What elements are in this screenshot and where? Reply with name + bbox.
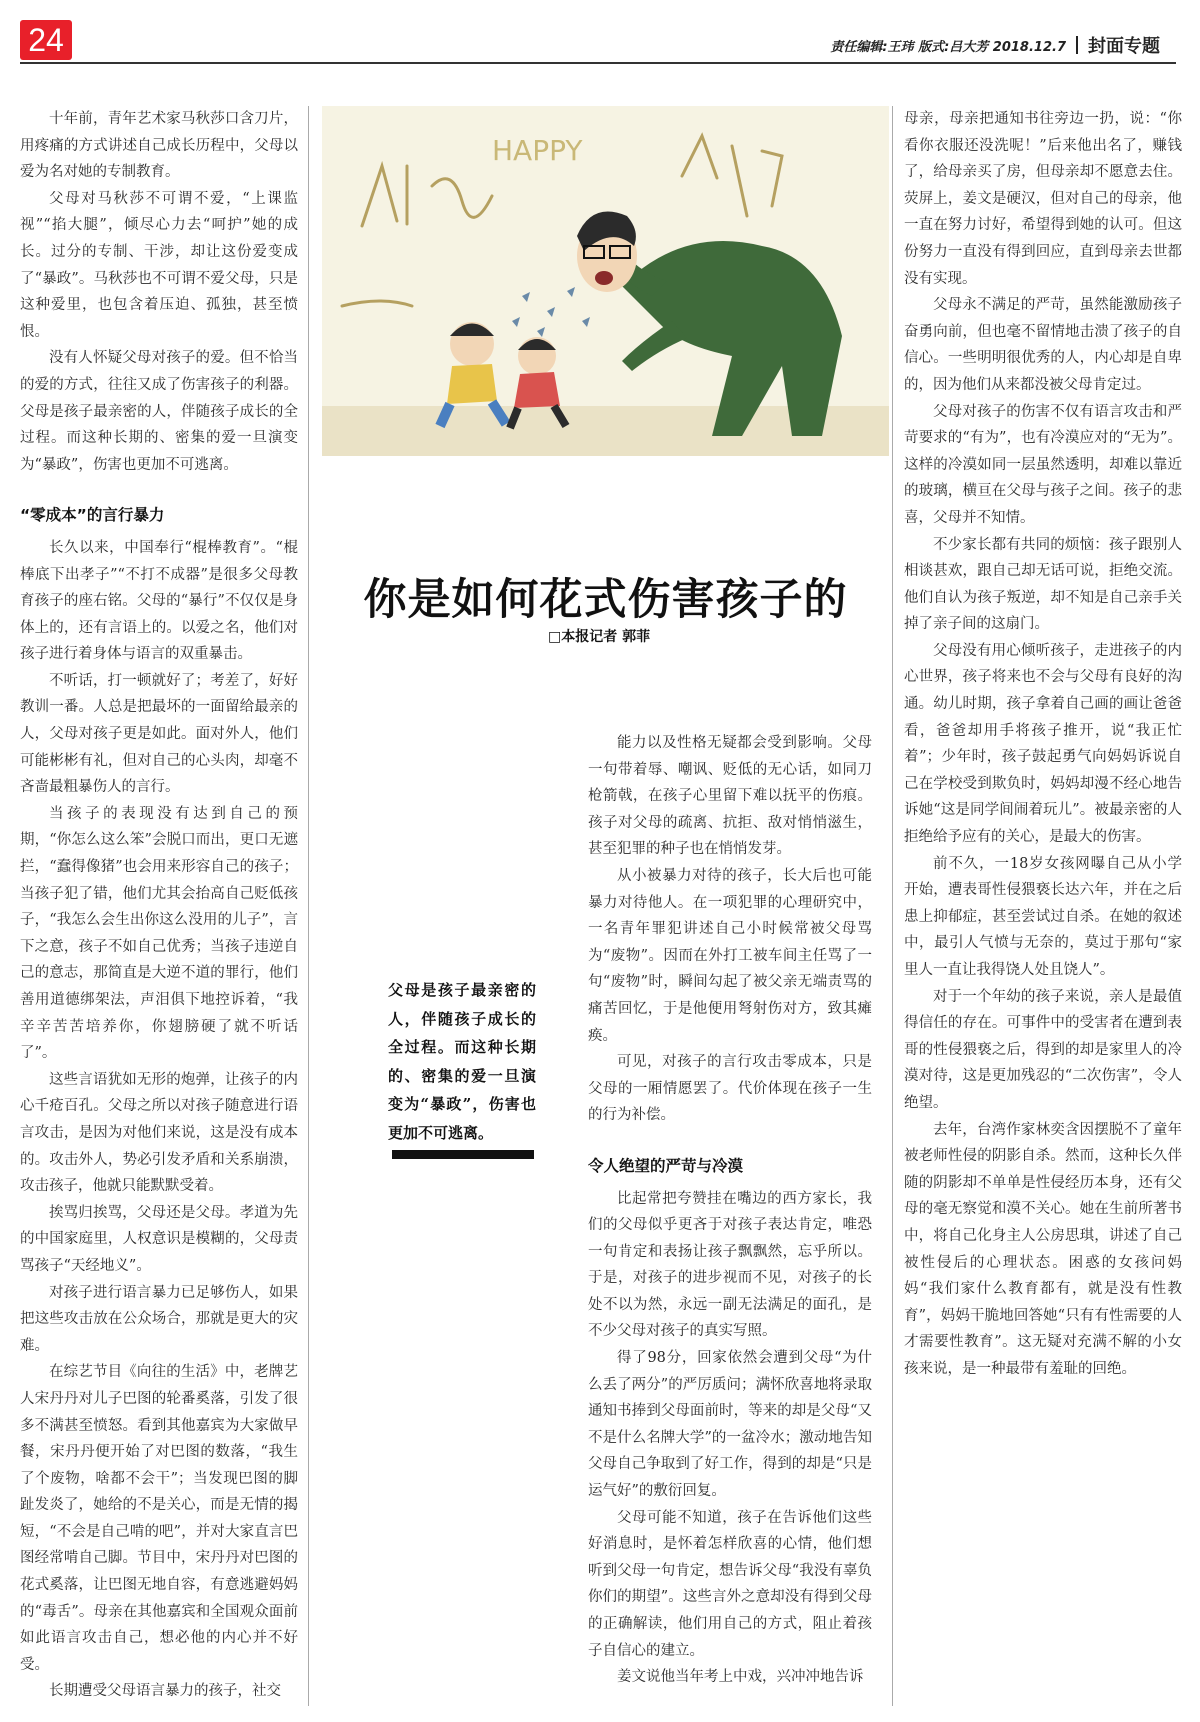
- article-headline: 你是如何花式伤害孩子的: [363, 575, 848, 625]
- paragraph: 没有人怀疑父母对孩子的爱。但不恰当的爱的方式，往往又成了伤害孩子的利器。父母是孩子最亲密的人，伴随孩子成长的全过程。而这种长期的、密集的爱一旦演变为“暴政”，伤害也更加不可逃离。: [20, 350, 298, 473]
- section-title: 封面专题: [1088, 36, 1160, 57]
- paragraph: 父母对马秋莎不可谓不爱，“上课监视”“掐大腿”，倾尽心力去“呵护”她的成长。过分的专制、干涉，却让这份爱变成了“暴政”。马秋莎也不可谓不爱父母，只是这种爱里，也包含着压迫、孤独，甚至愤恨。: [20, 190, 298, 340]
- paragraph: 长期遭受父母语言暴力的孩子，社交: [49, 1683, 281, 1700]
- paragraph: 去年，台湾作家林奕含因摆脱不了童年被老师性侵的阴影自杀。然而，这种长久伴随的阴影却不单单是性侵经历本身，还有父母的毫无察觉和漠不关心。她在生前所著书中，将自己化身主人公房思琪，讲述了自己被性侵后的心理状态。困惑的女孩问妈妈“我们家什么教育都有，就是没有性教育”，妈妈干脆地回答她“只有有性需要的人才需要性教育”。这无疑对充满不解的小女孩来说，是一种最带有羞耻的回绝。: [904, 1121, 1182, 1377]
- article-illustration: [322, 106, 889, 456]
- paragraph: 不听话，打一顿就好了；考差了，好好教训一番。人总是把最坏的一面留给最亲的人，父母对孩子更是如此。面对外人，他们可能彬彬有礼，但对自己的心头肉，却毫不吝啬最粗暴伤人的言行。: [20, 672, 298, 796]
- paragraph: 前不久，一18岁女孩网曝自己从小学开始，遭表哥性侵猥亵长达六年，并在之后患上抑郁症，甚至尝试过自杀。在她的叙述中，最引人气愤与无奈的，莫过于那句“家里人一直让我得饶人处且饶人”。: [904, 855, 1182, 978]
- header-separator: [1076, 36, 1078, 54]
- paragraph: 十年前，青年艺术家马秋莎口含刀片，用疼痛的方式讲述自己成长历程中，父母以爱为名对她的专制教育。: [20, 111, 298, 181]
- paragraph: 这些言语犹如无形的炮弹，让孩子的内心千疮百孔。父母之所以对孩子随意进行语言攻击，是因为对他们来说，这是没有成本的。攻击外人，势必引发矛盾和关系崩溃，攻击孩子，他就只能默默受着。: [20, 1071, 298, 1195]
- subheading-strict-cold: 令人绝望的严苛与冷漠: [588, 1156, 744, 1175]
- paragraph: 母亲，母亲把通知书往旁边一扔，说：“你看你衣服还没洗呢！”后来他出名了，赚钱了，给母亲买了房，但母亲却不愿意去住。荧屏上，姜文是硬汉，但对自己的母亲，他一直在努力讨好，希望得到她的认可。但这份努力一直没有得到回应，直到母亲去世都没有实现。: [904, 111, 1182, 287]
- paragraph: 长久以来，中国奉行“棍棒教育”。“棍棒底下出孝子”“不打不成器”是很多父母教育孩子的座右铭。父母的“暴行”不仅仅是身体上的，还有言语上的。以爱之名，他们对孩子进行着身体与语言的双重暴击。: [20, 539, 298, 663]
- paragraph: 不少家长都有共同的烦恼：孩子跟别人相谈甚欢，跟自己却无话可说，拒绝交流。他们自认为孩子叛逆，却不知是自己亲手关掉了亲子间的这扇门。: [904, 536, 1182, 633]
- pull-quote: 父母是孩子最亲密的人，伴随孩子成长的全过程。而这种长期的、密集的爱一旦演变为“暴政”，伤害也更加不可逃离。: [388, 981, 536, 1142]
- subheading-zero-cost: “零成本”的言行暴力: [20, 506, 165, 525]
- article-column-1: [20, 106, 298, 1706]
- paragraph: 当孩子的表现没有达到自己的预期，“你怎么这么笨”会脱口而出，更口无遮拦，“蠢得像猪”也会用来形容自己的孩子；当孩子犯了错，他们尤其会抬高自己贬低孩子，“我怎么会生出你这么没用的儿子”，言下之意，孩子不如自己优秀；当孩子违逆自己的意志，那简直是大逆不道的罪行，他们善用道德绑架法，声泪俱下地控诉着，“我辛辛苦苦培养你，你翅膀硬了就不听话了”。: [20, 805, 298, 1062]
- page-number-badge: 24: [20, 20, 72, 60]
- paragraph: 比起常把夸赞挂在嘴边的西方家长，我们的父母似乎更吝于对孩子表达肯定，唯恐一句肯定和表扬让孩子飘飘然，忘乎所以。于是，对孩子的进步视而不见，对孩子的长处不以为然，永远一副无法满足的面孔，是不少父母对孩子的真实写照。: [588, 1190, 872, 1340]
- article-byline: □本报记者 郭菲: [548, 629, 651, 645]
- header-meta: [830, 32, 1160, 58]
- paragraph: 姜文说他当年考上中戏，兴冲冲地告诉: [617, 1669, 864, 1686]
- paragraph: 对于一个年幼的孩子来说，亲人是最值得信任的存在。可事件中的受害者在遭到表哥的性侵猥亵之后，得到的却是家里人的冷漠对待，这是更加残忍的“二次伤害”，令人绝望。: [904, 988, 1182, 1111]
- paragraph: 父母可能不知道，孩子在告诉他们这些好消息时，是怀着怎样欣喜的心情，他们想听到父母一句肯定，想告诉父母“我没有辜负你们的期望”。这些言外之意却没有得到父母的正确解读，他们用自己的方式，阻止着孩子自信心的建立。: [588, 1509, 872, 1659]
- paragraph: 得了98分，回家依然会遭到父母“为什么丢了两分”的严厉质问；满怀欣喜地将录取通知书捧到父母面前时，等来的却是父母“又不是什么名牌大学”的一盆冷水；激动地告知父母自己争取到了好工作，得到的却是“只是运气好”的敷衍回复。: [588, 1350, 872, 1500]
- wall-scribble-text: HAPPY: [492, 134, 583, 167]
- parent-scolding-children-illustration: [322, 106, 889, 456]
- paragraph: 从小被暴力对待的孩子，长大后也可能暴力对待他人。在一项犯罪的心理研究中，一名青年罪犯讲述自己小时候常被父母骂为“废物”。因而在外打工被车间主任骂了一句“废物”时，瞬间勾起了被父亲无端责骂的痛苦回忆，于是他便用弩射伤对方，致其瘫痪。: [588, 867, 872, 1044]
- paragraph: 父母永不满足的严苛，虽然能激励孩子奋勇向前，但也毫不留情地击溃了孩子的自信心。一些明明很优秀的人，内心却是自卑的，因为他们从来都没被父母肯定过。: [904, 297, 1182, 393]
- paragraph: 父母对孩子的伤害不仅有语言攻击和严苛要求的“有为”，也有冷漠应对的“无为”。这样的冷漠如同一层虽然透明，却难以靠近的玻璃，横亘在父母与孩子之间。孩子的悲喜，父母并不知情。: [904, 403, 1182, 526]
- paragraph: 能力以及性格无疑都会受到影响。父母一句带着辱、嘲讽、贬低的无心话，如同刀枪箭戟，在孩子心里留下难以抚平的伤痕。孩子对父母的疏离、抗拒、敌对悄悄滋生，甚至犯罪的种子也在悄悄发芽。: [588, 735, 872, 858]
- editor-credits: 责任编辑:王玮 版式:吕大芳 2018.12.7: [830, 39, 1066, 55]
- article-column-3: [588, 730, 872, 1710]
- article-column-4: [904, 106, 1182, 1706]
- pull-quote-bar: [392, 1150, 534, 1159]
- paragraph: 可见，对孩子的言行攻击零成本，只是父母的一厢情愿罢了。代价体现在孩子一生的行为补偿。: [588, 1054, 872, 1124]
- header-rule: [20, 62, 1176, 64]
- column-rule-right: [892, 106, 893, 1706]
- paragraph: 父母没有用心倾听孩子，走进孩子的内心世界，孩子将来也不会与父母有良好的沟通。幼儿时期，孩子拿着自己画的画让爸爸看，爸爸却用手将孩子推开，说“我正忙着”；少年时，孩子鼓起勇气向妈妈诉说自己在学校受到欺负时，妈妈却漫不经心地告诉她“这是同学间闹着玩儿”。被最亲密的人拒绝给予应有的关心，是最大的伤害。: [904, 642, 1182, 846]
- paragraph: 对孩子进行语言暴力已足够伤人，如果把这些攻击放在公众场合，那就是更大的灾难。: [20, 1284, 298, 1354]
- paragraph: 挨骂归挨骂，父母还是父母。孝道为先的中国家庭里，人权意识是模糊的，父母责骂孩子“天经地义”。: [20, 1204, 298, 1274]
- paragraph: 在综艺节目《向往的生活》中，老牌艺人宋丹丹对儿子巴图的轮番奚落，引发了很多不满甚至愤怒。看到其他嘉宾为大家做早餐，宋丹丹便开始了对巴图的数落，“我生了个废物，啥都不会干”；当发现巴图的脚趾发炎了，她给的不是关心，而是无情的揭短，“不会是自己啃的吧”，并对大家直言巴图经常啃自己脚。节目中，宋丹丹对巴图的花式奚落，让巴图无地自容，有意逃避妈妈的“毒舌”。母亲在其他嘉宾和全国观众面前如此语言攻击自己，想必他的内心并不好受。: [20, 1364, 298, 1673]
- column-rule-left: [308, 106, 309, 1706]
